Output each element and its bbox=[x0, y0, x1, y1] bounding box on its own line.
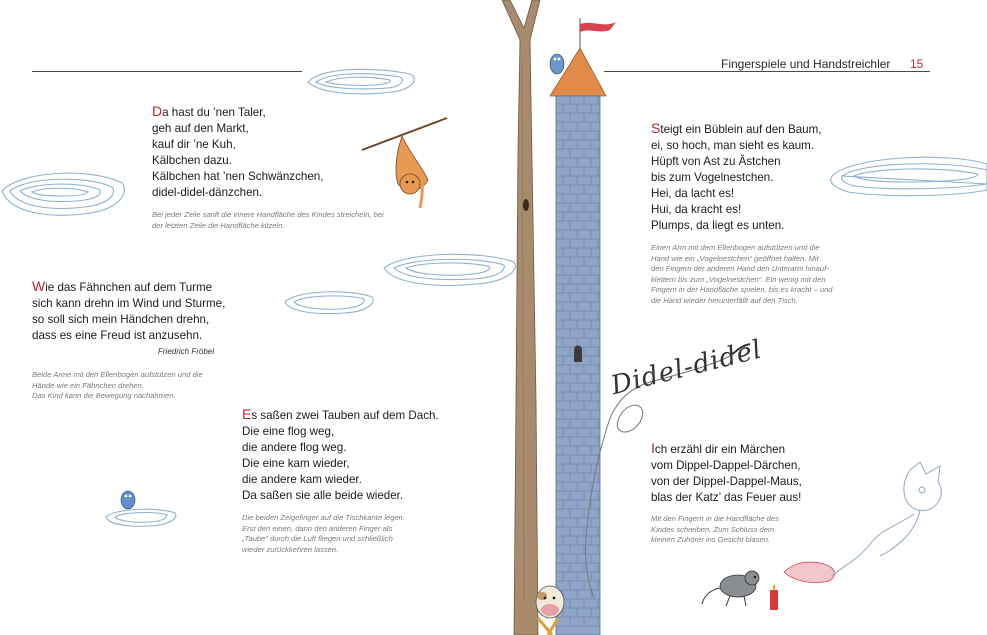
rhyme-line: von der Dippel-Dappel-Maus, bbox=[651, 475, 802, 488]
rhyme-5 bbox=[651, 440, 802, 506]
dropcap: W bbox=[32, 278, 46, 294]
script-text: Didel-didel bbox=[608, 334, 766, 402]
rhyme-line: Hui, da kracht es! bbox=[651, 203, 742, 216]
rhyme-4 bbox=[651, 120, 821, 234]
rhyme-2-author: Friedrich Fröbel bbox=[158, 347, 215, 356]
rhyme-5-note: Mit den Fingern in die Handfläche des Kindes schreiben. Zum Schluss dem kleinen Zuhörer ins Gesicht blasen. bbox=[651, 514, 779, 545]
header-rule-left bbox=[32, 71, 302, 72]
rhyme-4-note: Einen Arm mit dem Ellenbogen aufstützen und die Hand wie ein „Vogelnestchen“ geöffnet halten. Mit den Fingern der anderen Hand den Unterarm hinauf- klettern bis zum „Vogelnestchen“. Ein wenig mit den Fingern in der Handfläche spielen, bis es kracht – und die Hand wieder herunterfällt auf den Tisch. bbox=[651, 243, 833, 305]
mouse-illustration bbox=[700, 560, 770, 610]
bird-icon bbox=[118, 486, 138, 510]
rhyme-line: Hei, da lacht es! bbox=[651, 187, 735, 200]
cloud-illustration bbox=[300, 62, 420, 102]
rhyme-line: so soll sich mein Händchen drehn, bbox=[32, 313, 210, 326]
cloud-illustration bbox=[103, 506, 179, 528]
cloud-illustration bbox=[0, 165, 128, 221]
cow-illustration bbox=[528, 578, 576, 635]
rhyme-line: Die eine flog weg, bbox=[242, 425, 335, 438]
dropcap: D bbox=[152, 103, 163, 119]
rhyme-line: Kälbchen hat ’nen Schwänzchen, bbox=[152, 170, 324, 183]
cloud-illustration bbox=[828, 152, 987, 198]
cloud-illustration bbox=[282, 288, 376, 316]
rhyme-3-note: Die beiden Zeigefinger auf die Tischkante legen. Erst den einen, dann den anderen Finger als „Taube“ durch die Luft fliegen und schließlich wieder zurückkehren lassen. bbox=[242, 513, 405, 554]
rhyme-line: Kälbchen dazu. bbox=[152, 154, 232, 167]
rhyme-line: Die eine kam wieder, bbox=[242, 457, 350, 470]
rhyme-line: sich kann drehn im Wind und Sturme, bbox=[32, 297, 226, 310]
rhyme-line: didel-didel-dänzchen. bbox=[152, 186, 263, 199]
rhyme-4-first-line: Steigt ein Büblein auf den Baum, bbox=[651, 120, 822, 136]
dropcap: I bbox=[651, 440, 655, 456]
rhyme-2-note: Beide Arme mit den Ellenbogen aufstützen und die Hände wie ein Fähnchen drehen. Das Kind kann die Bewegung nachahmen. bbox=[32, 370, 203, 401]
rhyme-line: Da saßen sie alle beide wieder. bbox=[242, 489, 404, 502]
rhyme-3 bbox=[242, 406, 439, 504]
rhyme-5-first-line: Ich erzähl dir ein Märchen bbox=[651, 440, 786, 456]
bird-on-tower-icon bbox=[546, 46, 568, 76]
rhyme-line: bis zum Vogelnestchen. bbox=[651, 171, 774, 184]
rhyme-line: Plumps, da liegt es unten. bbox=[651, 219, 785, 232]
rhyme-1-note: Bei jeder Zeile sanft die innere Handfläche des Kindes streicheln, bei der letzten Zeile die Handfläche kitzeln. bbox=[152, 210, 384, 230]
rhyme-line: geh auf den Markt, bbox=[152, 122, 249, 135]
cat-scribble-illustration bbox=[830, 460, 950, 580]
rhyme-2 bbox=[32, 278, 225, 344]
page-number: 15 bbox=[910, 57, 924, 71]
candle-icon bbox=[767, 584, 781, 610]
rhyme-3-first-line: Es saßen zwei Tauben auf dem Dach. bbox=[242, 406, 439, 422]
rhyme-line: die andere kam wieder. bbox=[242, 473, 362, 486]
rhyme-line: blas der Katz’ das Feuer aus! bbox=[651, 491, 802, 504]
rhyme-1 bbox=[152, 103, 323, 201]
rhyme-2-first-line: Wie das Fähnchen auf dem Turme bbox=[32, 278, 213, 294]
dropcap: E bbox=[242, 406, 252, 422]
header-title: Fingerspiele und Handstreichler bbox=[721, 57, 891, 71]
rhyme-line: kauf dir ’ne Kuh, bbox=[152, 138, 236, 151]
rhyme-line: Hüpft von Ast zu Ästchen bbox=[651, 155, 781, 168]
header-rule-right bbox=[604, 71, 930, 72]
rhyme-line: ei, so hoch, man sieht es kaum. bbox=[651, 139, 815, 152]
dropcap: S bbox=[651, 120, 661, 136]
cat-illustration bbox=[362, 110, 452, 210]
rhyme-1-first-line: Da hast du ’nen Taler, bbox=[152, 103, 266, 119]
rhyme-line: die andere flog weg. bbox=[242, 441, 347, 454]
rhyme-line: vom Dippel-Dappel-Därchen, bbox=[651, 459, 801, 472]
rhyme-line: dass es eine Freud ist anzusehn. bbox=[32, 329, 203, 342]
